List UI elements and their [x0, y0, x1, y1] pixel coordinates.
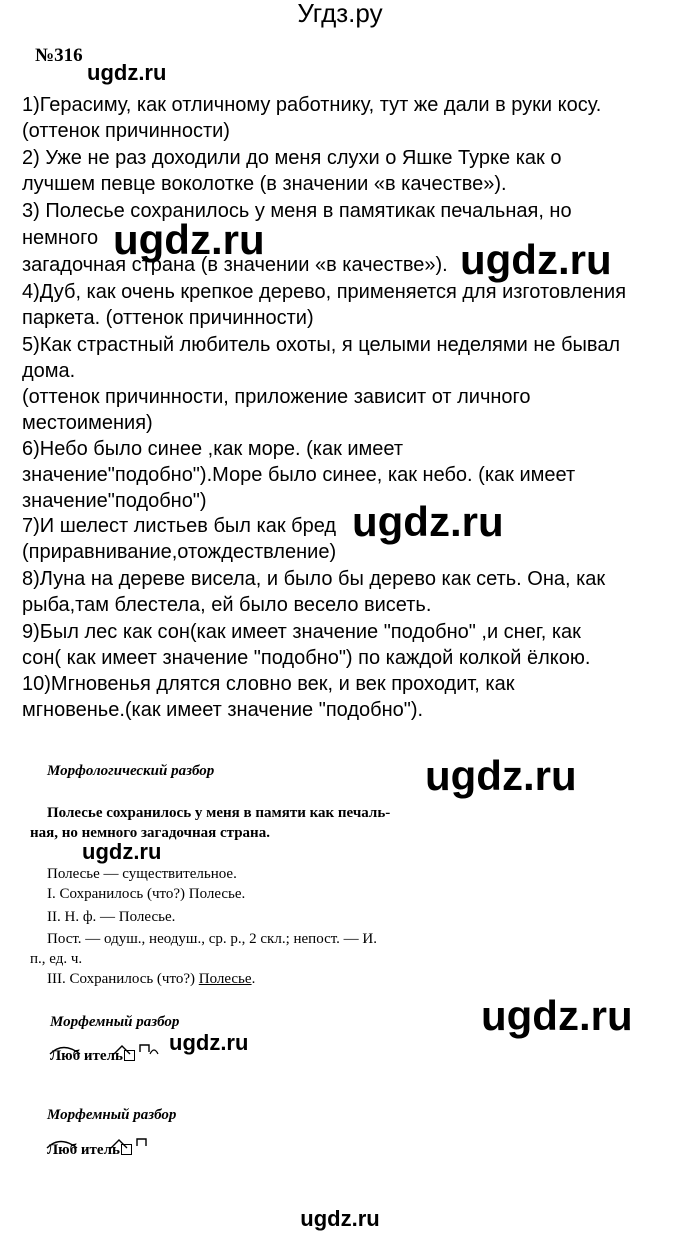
morpheme-marks — [45, 1134, 165, 1150]
morpheme-suffix: тель — [89, 1142, 120, 1158]
watermark: ugdz.ru — [169, 1030, 249, 1055]
answer-line: немного — [22, 227, 99, 249]
answer-line: сон( как имеет значение "подобно") по каждой колкой ёлкою. — [22, 647, 591, 669]
watermark: ugdz.ru — [113, 216, 265, 263]
answer-line: значение"подобно") — [22, 490, 207, 512]
answer-line: (оттенок причинности) — [22, 120, 230, 142]
root-arc — [50, 1048, 80, 1055]
morphemic-heading: Морфемный разбор — [50, 1014, 180, 1030]
answer-line: 2) Уже не раз доходили до меня слухи о Яшке Турке как о — [22, 147, 562, 169]
answer-line: 1)Герасиму, как отличному работнику, тут же дали в руки косу. — [22, 94, 602, 116]
morph-item — [47, 971, 255, 988]
answer-line: мгновенье.(как имеет значение "подобно"). — [22, 699, 424, 721]
suffix-hat — [111, 1140, 127, 1148]
watermark: ugdz.ru — [481, 992, 633, 1039]
watermark: ugdz.ru — [82, 839, 162, 864]
morpheme-marks — [48, 1040, 168, 1056]
site-title: Угдз.ру — [297, 0, 383, 28]
morph-sentence: ная, но немного загадочная страна. — [30, 825, 270, 841]
task-number: №316 — [35, 45, 83, 66]
morpheme-root: Люб — [50, 1048, 81, 1064]
answer-line: загадочная страна (в значении «в качестве»). — [22, 254, 448, 276]
morph-item: Пост. — одуш., неодуш., ср. р., 2 скл.; непост. — И. — [47, 931, 377, 947]
morph-sentence: Полесье сохранилось у меня в памяти как печаль- — [47, 805, 391, 821]
morph-item-text: . — [251, 971, 256, 987]
suffix-arc — [150, 1050, 158, 1054]
answer-line: 9)Был лес как сон(как имеет значение "подобно" ,и снег, как — [22, 621, 581, 643]
answer-line: 6)Небо было синее ,как море. (как имеет — [22, 438, 404, 460]
underlined-subject: Полесье — [198, 971, 252, 987]
morpheme-suffix: тель — [92, 1048, 123, 1064]
suffix-mark — [140, 1045, 149, 1052]
footer-watermark: ugdz.ru — [300, 1206, 380, 1231]
morph-item: II. Н. ф. — Полесье. — [47, 909, 176, 925]
answer-line: 5)Как страстный любитель охоты, я целыми неделями не бывал — [22, 334, 621, 356]
morph-item: I. Сохранилось (что?) Полесье. — [47, 886, 246, 902]
morphological-heading: Морфологический разбор — [47, 763, 215, 779]
answer-line: (приравнивание,отождествление) — [22, 541, 337, 563]
answer-line: 4)Дуб, как очень крепкое дерево, применяется для изготовления — [22, 281, 627, 303]
morpheme-link: и — [80, 1142, 90, 1158]
suffix-hat — [114, 1046, 130, 1054]
answer-line: рыба,там блестела, ей было весело висеть. — [22, 594, 432, 616]
root-arc — [47, 1142, 77, 1149]
morph-item: п., ед. ч. — [30, 951, 83, 967]
morpheme-link: и — [83, 1048, 93, 1064]
answer-line: дома. — [22, 360, 76, 382]
suffix-mark — [137, 1139, 146, 1146]
watermark: ugdz.ru — [352, 498, 504, 545]
morphemic-heading: Морфемный разбор — [47, 1107, 177, 1123]
answer-line: паркета. (оттенок причинности) — [22, 307, 314, 329]
answer-line: 7)И шелест листьев был как бред — [22, 515, 337, 537]
morph-word: Полесье — существительное. — [47, 866, 237, 882]
watermark: ugdz.ru — [460, 236, 612, 283]
answer-line: 10)Мгновенья длятся словно век, и век проходит, как — [22, 673, 515, 695]
answer-line: местоимения) — [22, 412, 153, 434]
answer-line: 8)Луна на дереве висела, и было бы дерево как сеть. Она, как — [22, 568, 606, 590]
answer-line: 3) Полесье сохранилось у меня в памятикак печальная, но — [22, 200, 572, 222]
answer-line: значение"подобно").Море было синее, как небо. (как имеет — [22, 464, 576, 486]
answer-line: лучшем певце воколотке (в значении «в качестве»). — [22, 173, 507, 195]
morpheme-root: Люб — [47, 1142, 78, 1158]
answer-line: (оттенок причинности, приложение зависит от личного — [22, 386, 531, 408]
watermark: ugdz.ru — [425, 752, 577, 799]
morph-item-text: III. Сохранилось (что?) — [47, 971, 199, 987]
watermark: ugdz.ru — [87, 60, 167, 85]
